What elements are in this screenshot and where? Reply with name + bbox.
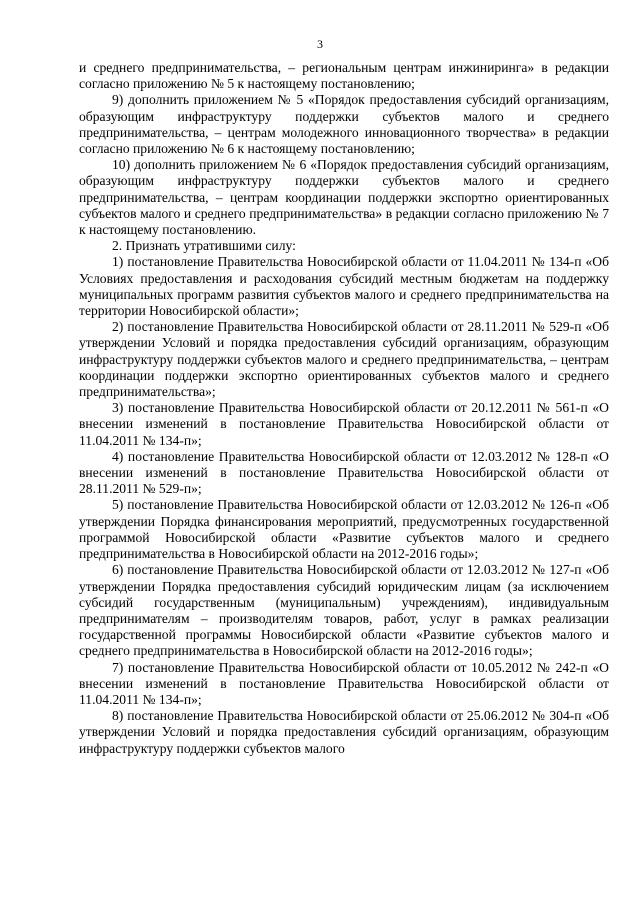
paragraph-repeal-1: 1) постановление Правительства Новосибирской области от 11.04.2011 № 134-п «Об Условиях предоставления и расходования субсидий местным бюджетам на поддержку муниципальных программ развития субъектов малого и среднего предпринимательства на территории Новосибирской области»; [79, 254, 609, 319]
document-body [79, 60, 609, 757]
paragraph-repeal-5: 5) постановление Правительства Новосибирской области от 12.03.2012 № 126-п «Об утверждении Порядка финансирования мероприятий, предусмотренных государственной программой Новосибирской области «Развитие субъектов малого и среднего предпринимательства в Новосибирской области на 2012-2016 годы»; [79, 497, 609, 562]
page-number: 3 [317, 37, 323, 51]
paragraph-repeal-8: 8) постановление Правительства Новосибирской области от 25.06.2012 № 304-п «Об утверждении Условий и порядка предоставления субсидий организациям, образующим инфраструктуру поддержки субъектов малого [79, 708, 609, 756]
paragraph-repeal-7: 7) постановление Правительства Новосибирской области от 10.05.2012 № 242-п «О внесении изменений в постановление Правительства Новосибирской области от 11.04.2011 № 134-п»; [79, 659, 609, 707]
paragraph-item-10: 10) дополнить приложением № 6 «Порядок предоставления субсидий организациям, образующим инфраструктуру поддержки субъектов малого и среднего предпринимательства, – центрам координации поддержки экспортно ориентированных субъектов малого и среднего предпринимательства» в редакции согласно приложению № 7 к настоящему постановлению. [79, 157, 609, 238]
paragraph-repeal-6: 6) постановление Правительства Новосибирской области от 12.03.2012 № 127-п «Об утверждении Порядка предоставления субсидий юридическим лицам (за исключением субсидий государственным (муниципальным) учреждениям), индивидуальным предпринимателям – производителям товаров, работ, услуг в рамках реализации государственной программы Новосибирской области «Развитие субъектов малого и среднего предпринимательства в Новосибирской области на 2012-2016 годы»; [79, 562, 609, 659]
paragraph-item-9: 9) дополнить приложением № 5 «Порядок предоставления субсидий организациям, образующим инфраструктуру поддержки субъектов малого и среднего предпринимательства, – центрам молодежного инновационного творчества» в редакции согласно приложению № 6 к настоящему постановлению; [79, 92, 609, 157]
paragraph-repeal-3: 3) постановление Правительства Новосибирской области от 20.12.2011 № 561-п «О внесении изменений в постановление Правительства Новосибирской области от 11.04.2011 № 134-п»; [79, 400, 609, 448]
paragraph-section-2-heading: 2. Признать утратившими силу: [112, 238, 296, 254]
paragraph-continuation: и среднего предпринимательства, – региональным центрам инжиниринга» в редакции согласно приложению № 5 к настоящему постановлению; [79, 60, 609, 92]
paragraph-repeal-2: 2) постановление Правительства Новосибирской области от 28.11.2011 № 529-п «Об утверждении Условий и порядка предоставления субсидий организациям, образующим инфраструктуру поддержки субъектов малого и среднего предпринимательства, – центрам координации поддержки экспортно ориентированных субъектов малого и среднего предпринимательства»; [79, 319, 609, 400]
paragraph-repeal-4: 4) постановление Правительства Новосибирской области от 12.03.2012 № 128-п «О внесении изменений в постановление Правительства Новосибирской области от 28.11.2011 № 529-п»; [79, 448, 609, 497]
